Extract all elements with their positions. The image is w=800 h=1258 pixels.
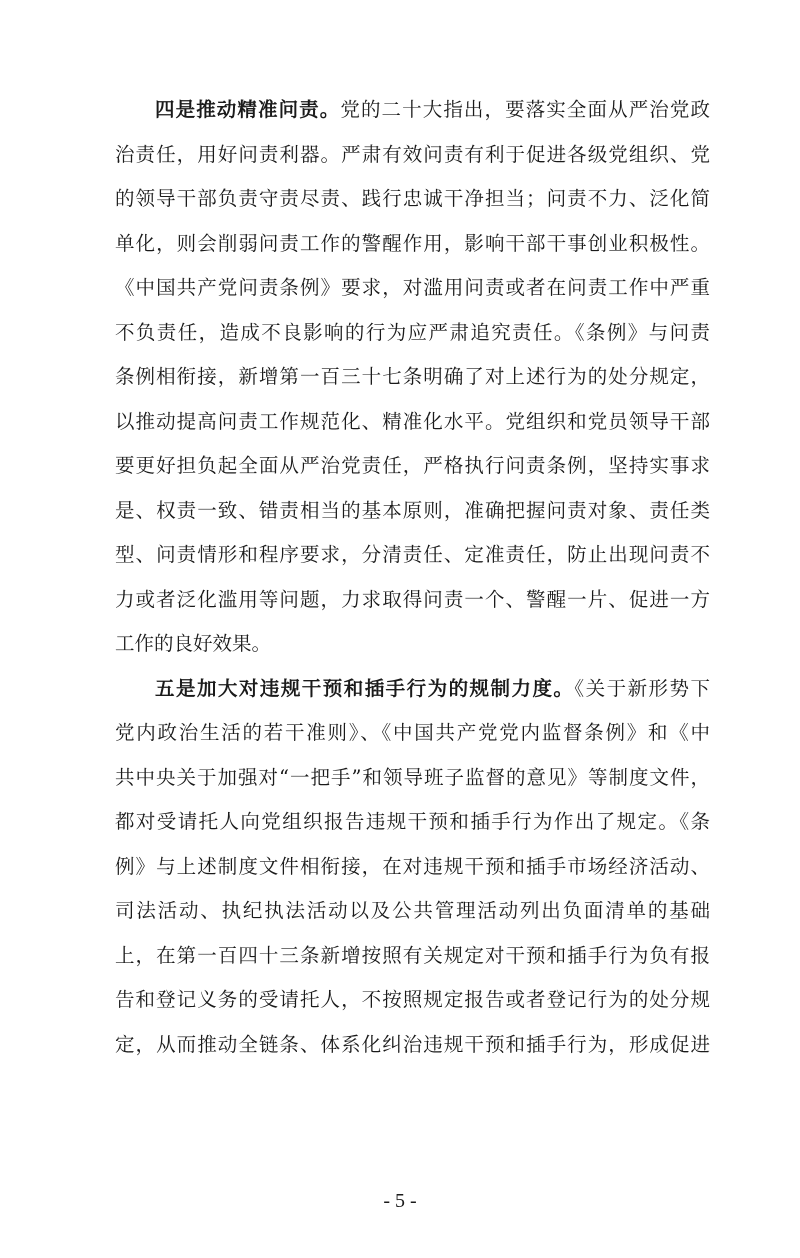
paragraph-4	[115, 88, 710, 667]
paragraph-line: 例》与上述制度文件相衔接，在对违规干预和插手市场经济活动、	[115, 854, 710, 878]
paragraph-line: 司法活动、执纪执法活动以及公共管理活动列出负面清单的基础	[115, 899, 710, 922]
paragraph-line	[115, 667, 710, 712]
paragraph-line: 《中国共产党问责条例》要求，对滥用问责或者在问责工作中严重	[115, 276, 710, 299]
paragraph-line: 治责任，用好问责利器。严肃有效问责有利于促进各级党组织、党	[115, 142, 710, 166]
paragraph-line: 工作的良好效果。	[115, 632, 272, 655]
paragraph-line: 是、权责一致、错责相当的基本原则，准确把握问责对象、责任类	[115, 498, 710, 522]
document-body	[115, 88, 710, 1067]
paragraph-line: 共中央关于加强对“一把手”和领导班子监督的意见》等制度文件，	[115, 765, 710, 789]
paragraph-line: 单化，则会削弱问责工作的警醒作用，影响干部干事创业积极性。	[115, 231, 710, 255]
paragraph-line: 要更好担负起全面从严治党责任，严格执行问责条例，坚持实事求	[115, 454, 710, 477]
paragraph-line: 告和登记义务的受请托人，不按照规定报告或者登记行为的处分规	[115, 988, 710, 1011]
paragraph-line: 都对受请托人向党组织报告违规干预和插手行为作出了规定。《条	[115, 810, 710, 833]
paragraph-line: 党内政治生活的若干准则》、《中国共产党党内监督条例》和《中	[115, 721, 710, 744]
paragraph-line: 上，在第一百四十三条新增按照有关规定对干预和插手行为负有报	[115, 943, 710, 967]
paragraph-text: 党的二十大指出，要落实全面从严治党政	[340, 98, 710, 121]
paragraph-line: 的领导干部负责守责尽责、践行忠诚干净担当；问责不力、泛化简	[115, 187, 710, 210]
paragraph-line: 型、问责情形和程序要求，分清责任、定准责任，防止出现问责不	[115, 543, 710, 566]
paragraph-line: 以推动提高问责工作规范化、精准化水平。党组织和党员领导干部	[115, 409, 710, 433]
paragraph-line: 条例相衔接，新增第一百三十七条明确了对上述行为的处分规定，	[115, 365, 710, 388]
paragraph-line: 不负责任，造成不良影响的行为应严肃追究责任。《条例》与问责	[115, 320, 710, 344]
paragraph-lead: 四是推动精准问责。	[155, 98, 341, 121]
paragraph-line: 力或者泛化滥用等问题，力求取得问责一个、警醒一片、促进一方	[115, 587, 710, 611]
paragraph-line	[115, 88, 710, 133]
paragraph-line: 定，从而推动全链条、体系化纠治违规干预和插手行为，形成促进	[115, 1032, 710, 1056]
page-number: - 5 -	[383, 1190, 417, 1212]
paragraph-lead: 五是加大对违规干预和插手行为的规制力度。	[155, 676, 575, 700]
paragraph-5	[115, 667, 710, 1068]
paragraph-text: 《关于新形势下	[574, 676, 710, 700]
